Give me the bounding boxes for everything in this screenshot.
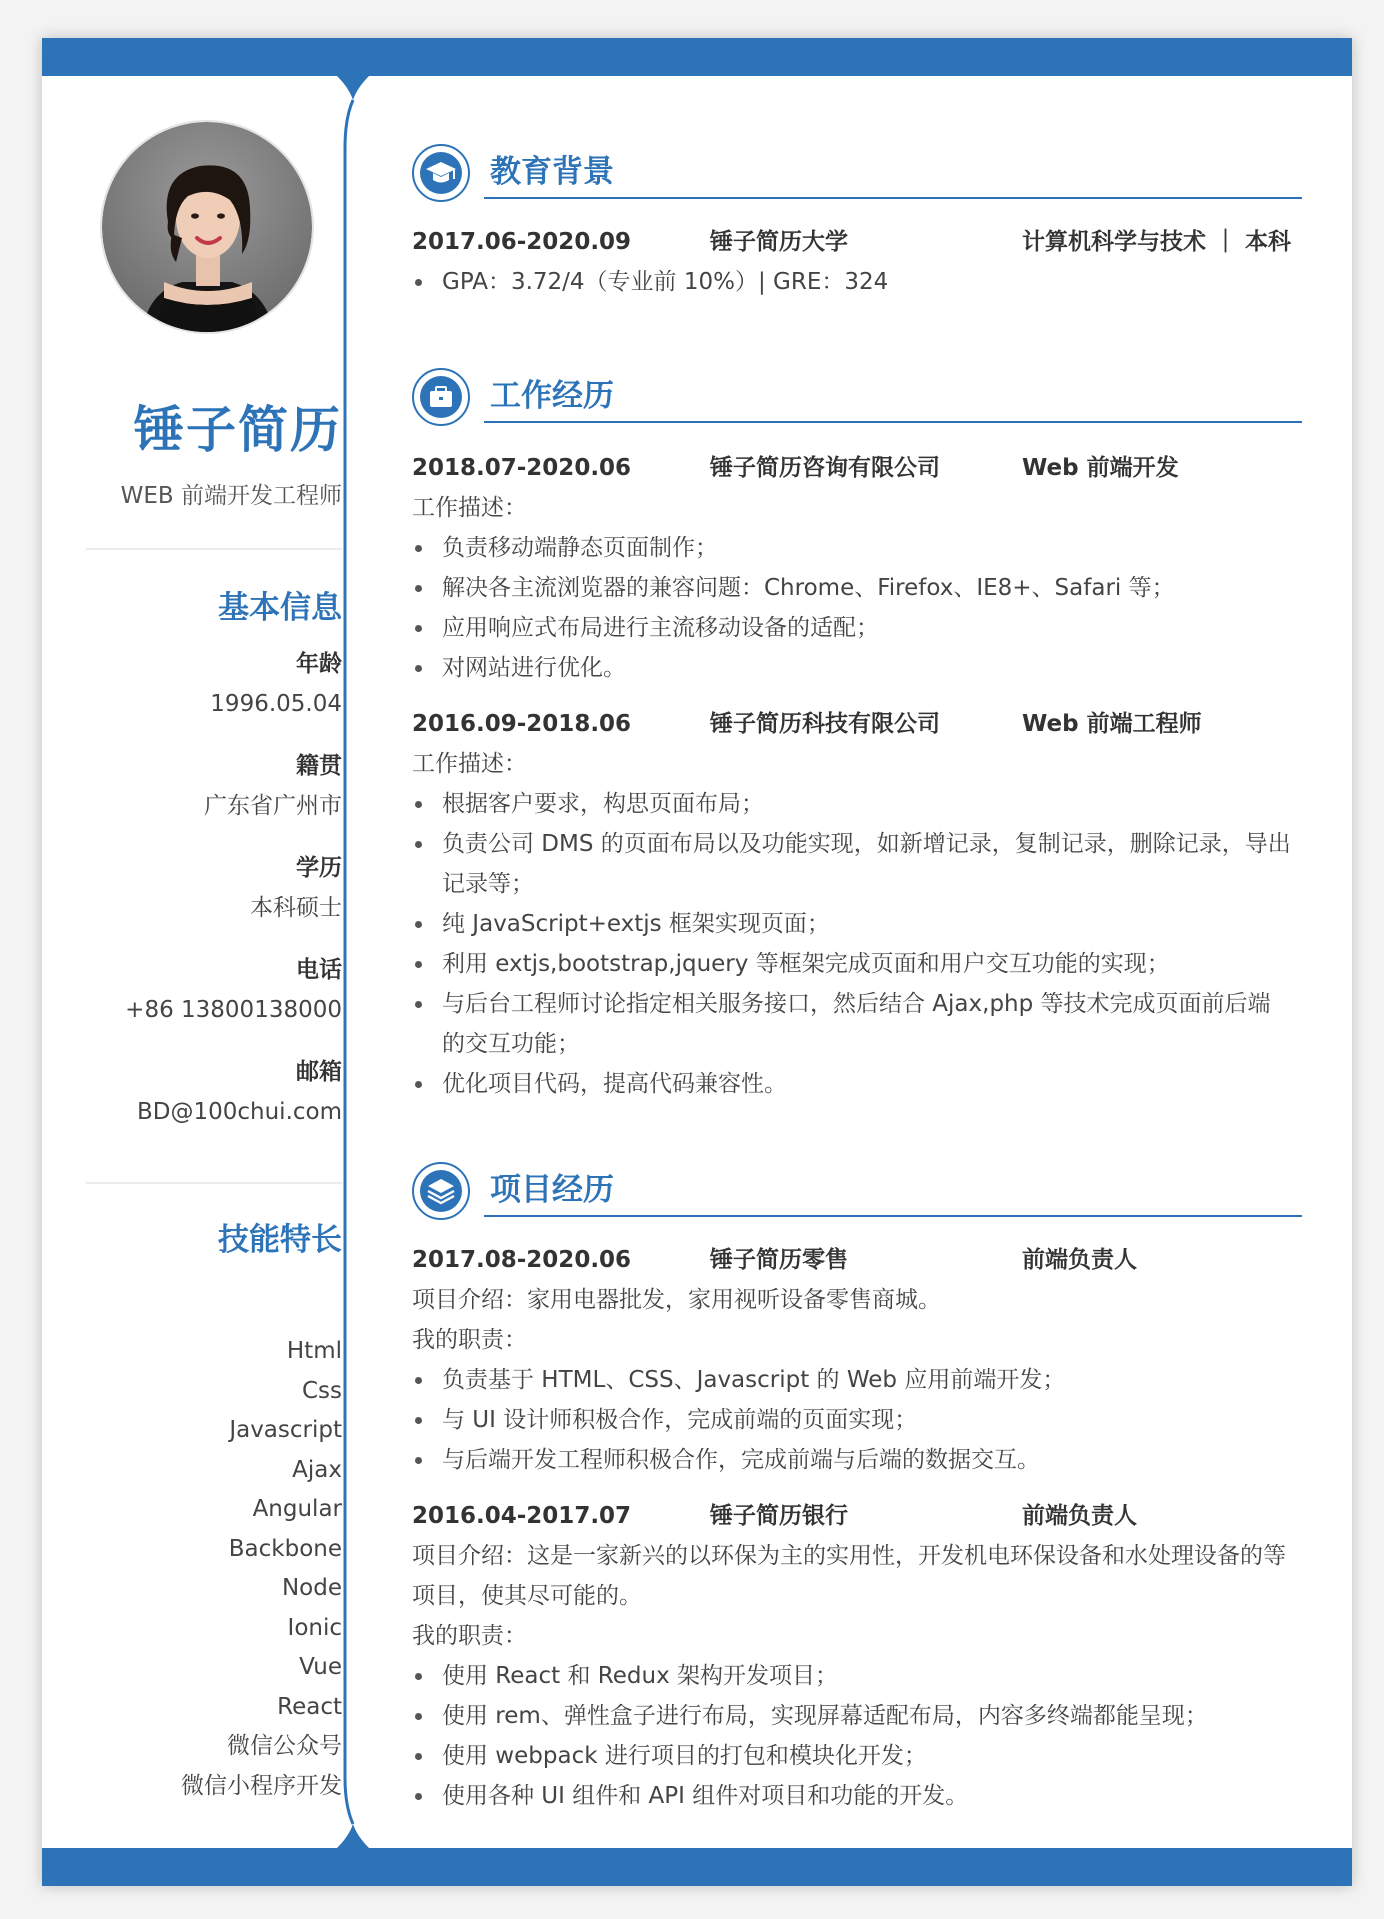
education-section xyxy=(412,144,1292,302)
list-item: 与 UI 设计师积极合作，完成前端的页面实现； xyxy=(412,1400,1292,1440)
list-item: 负责移动端静态页面制作； xyxy=(412,528,1292,568)
skill-item: Vue xyxy=(299,1654,342,1680)
entry-header-row xyxy=(412,1496,1292,1536)
project-entry xyxy=(412,1496,1292,1816)
list-item: 解决各主流浏览器的兼容问题：Chrome、Firefox、IE8+、Safari 等； xyxy=(412,568,1292,608)
entry-header-row xyxy=(412,704,1292,744)
entry-role: 前端负责人 xyxy=(1022,1247,1137,1273)
info-value-email: BD@100chui.com xyxy=(136,1099,342,1125)
portrait-image xyxy=(102,122,312,332)
entry-company: 锤子简历咨询有限公司 xyxy=(710,455,940,481)
work-entry xyxy=(412,704,1292,1104)
entry-company: 锤子简历科技有限公司 xyxy=(710,711,940,737)
avatar xyxy=(100,120,314,334)
entry-role: Web 前端工程师 xyxy=(1022,711,1202,737)
entry-period: 2018.07-2020.06 xyxy=(412,455,632,481)
project-entry xyxy=(412,1240,1292,1480)
section-header xyxy=(412,144,1292,208)
entry-project-name: 锤子简历零售 xyxy=(710,1247,848,1273)
basic-info-title: 基本信息 xyxy=(218,590,342,626)
skill-item: Javascript xyxy=(229,1417,342,1443)
list-item: 优化项目代码，提高代码兼容性。 xyxy=(412,1064,1292,1104)
list-item: 负责公司 DMS 的页面布局以及功能实现，如新增记录，复制记录，删除记录，导出记录等； xyxy=(412,824,1292,904)
entry-project-name: 锤子简历银行 xyxy=(710,1503,848,1529)
skill-item: React xyxy=(277,1693,342,1720)
candidate-job-title: WEB 前端开发工程师 xyxy=(120,483,342,509)
list-item: GPA：3.72/4（专业前 10%）| GRE：324 xyxy=(412,262,1292,302)
skill-item: Ionic xyxy=(287,1614,342,1641)
list-item: 应用响应式布局进行主流移动设备的适配； xyxy=(412,608,1292,648)
entry-header-row xyxy=(412,1240,1292,1280)
project-intro: 项目介绍：这是一家新兴的以环保为主的实用性，开发机电环保设备和水处理设备的等项目，使其尽可能的。 xyxy=(412,1543,1286,1609)
entry-header-row xyxy=(412,448,1292,488)
info-label-phone: 电话 xyxy=(296,957,342,983)
entry-period: 2017.06-2020.09 xyxy=(412,229,632,255)
section-header xyxy=(412,368,1292,432)
work-section xyxy=(412,368,1292,1104)
projects-section xyxy=(412,1162,1292,1816)
list-item: 使用 webpack 进行项目的打包和模块化开发； xyxy=(412,1736,1292,1776)
entry-desc-label: 工作描述： xyxy=(412,751,527,777)
info-value-hometown: 广东省广州市 xyxy=(204,793,342,819)
resume-page xyxy=(42,38,1352,1886)
skill-item: Html xyxy=(286,1338,342,1364)
entry-period: 2016.04-2017.07 xyxy=(412,1503,632,1529)
duty-label: 我的职责： xyxy=(412,1623,527,1649)
info-label-email: 邮箱 xyxy=(296,1059,342,1085)
list-item: 对网站进行优化。 xyxy=(412,648,1292,688)
list-item: 使用 React 和 Redux 架构开发项目； xyxy=(412,1656,1292,1696)
entry-desc-label: 工作描述： xyxy=(412,495,527,521)
info-label-age: 年龄 xyxy=(296,651,342,677)
section-title: 工作经历 xyxy=(490,378,614,414)
sidebar xyxy=(42,38,342,1886)
bullet-list xyxy=(412,528,1292,688)
list-item: 利用 extjs,bootstrap,jquery 等框架完成页面和用户交互功能的实现； xyxy=(412,944,1292,984)
section-underline xyxy=(484,421,1302,423)
skills-list xyxy=(82,1332,342,1806)
bullet-list xyxy=(412,262,1292,302)
skill-item: Angular xyxy=(252,1496,342,1522)
info-value-phone: +86 13800138000 xyxy=(125,997,342,1023)
entry-major: 计算机科学与技术 ｜ 本科 xyxy=(1022,229,1292,255)
sidebar-divider xyxy=(86,1182,342,1184)
skill-item: 微信公众号 xyxy=(227,1733,342,1759)
entry-header-row xyxy=(412,222,1292,262)
sidebar-divider xyxy=(86,548,342,550)
list-item: 根据客户要求，构思页面布局； xyxy=(412,784,1292,824)
duty-label: 我的职责： xyxy=(412,1327,527,1353)
skill-item: Ajax xyxy=(292,1456,342,1483)
list-item: 使用各种 UI 组件和 API 组件对项目和功能的开发。 xyxy=(412,1776,1292,1816)
layers-icon xyxy=(412,1162,470,1220)
info-label-hometown: 籍贯 xyxy=(296,753,342,779)
education-entry xyxy=(412,222,1292,302)
list-item: 使用 rem、弹性盒子进行布局，实现屏幕适配布局，内容多终端都能呈现； xyxy=(412,1696,1292,1736)
bullet-list xyxy=(412,1360,1292,1480)
skill-item: Backbone xyxy=(228,1535,342,1562)
skill-item: Node xyxy=(281,1575,342,1601)
bullet-list xyxy=(412,1656,1292,1816)
skill-item: 微信小程序开发 xyxy=(181,1772,342,1799)
list-item: 负责基于 HTML、CSS、Javascript 的 Web 应用前端开发； xyxy=(412,1360,1292,1400)
graduation-cap-icon xyxy=(412,144,470,202)
work-entry xyxy=(412,448,1292,688)
entry-school: 锤子简历大学 xyxy=(710,229,848,255)
entry-role: 前端负责人 xyxy=(1022,1503,1137,1529)
list-item: 纯 JavaScript+extjs 框架实现页面； xyxy=(412,904,1292,944)
section-underline xyxy=(484,1215,1302,1217)
section-title: 项目经历 xyxy=(490,1172,614,1208)
info-value-education: 本科硕士 xyxy=(250,895,342,921)
section-title: 教育背景 xyxy=(490,154,614,190)
project-intro: 项目介绍：家用电器批发，家用视听设备零售商城。 xyxy=(412,1287,941,1313)
briefcase-icon xyxy=(412,368,470,426)
section-underline xyxy=(484,197,1302,199)
skills-title: 技能特长 xyxy=(218,1222,342,1258)
info-label-education: 学历 xyxy=(296,855,342,881)
section-header xyxy=(412,1162,1292,1226)
list-item: 与后端开发工程师积极合作，完成前端与后端的数据交互。 xyxy=(412,1440,1292,1480)
bullet-list xyxy=(412,784,1292,1104)
entry-role: Web 前端开发 xyxy=(1022,455,1179,481)
skill-item: Css xyxy=(301,1377,342,1404)
candidate-name: 锤子简历 xyxy=(134,401,342,459)
list-item: 与后台工程师讨论指定相关服务接口，然后结合 Ajax,php 等技术完成页面前后端的交互功能； xyxy=(412,984,1292,1064)
entry-period: 2017.08-2020.06 xyxy=(412,1247,632,1273)
info-value-age: 1996.05.04 xyxy=(210,691,342,717)
entry-period: 2016.09-2018.06 xyxy=(412,711,632,737)
